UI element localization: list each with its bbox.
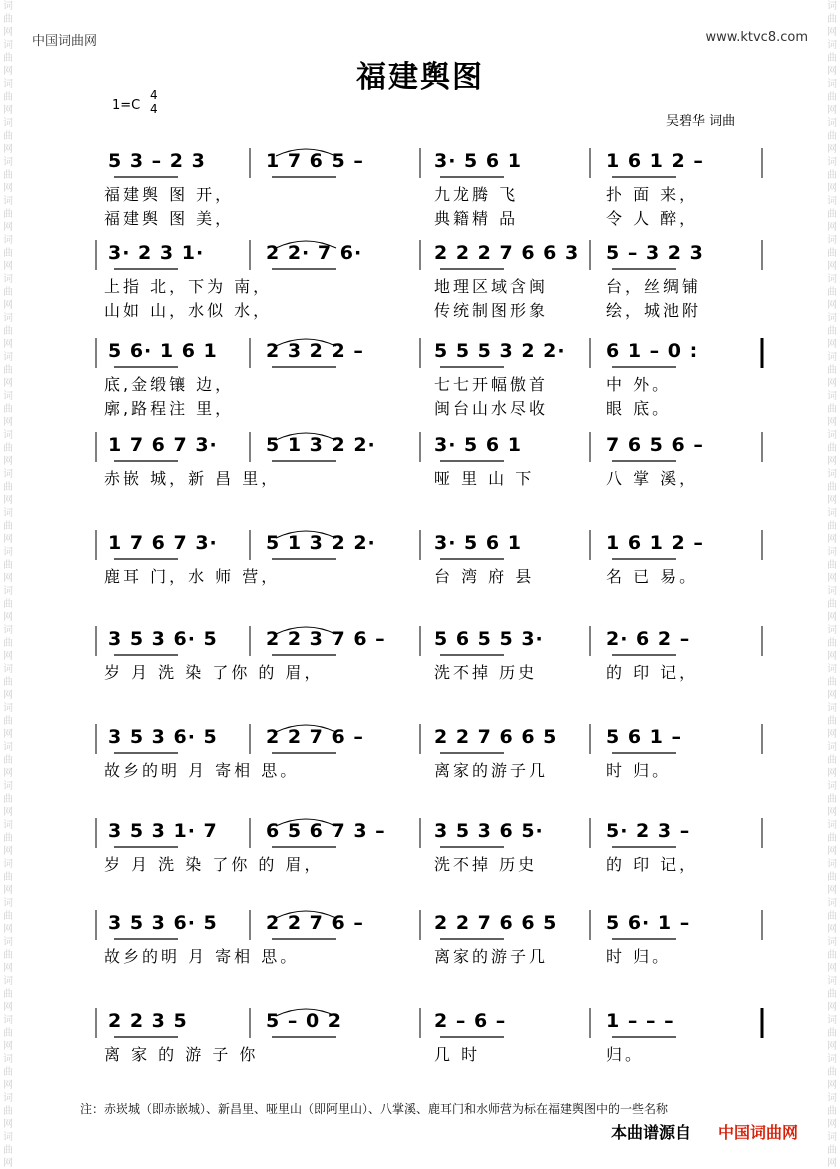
lyric-line [0, 1042, 840, 1064]
lyric-line [0, 206, 840, 228]
lyric-segment: 绘，城池附 [606, 301, 702, 320]
key-signature: 1=C [112, 98, 141, 113]
notation-row [0, 626, 840, 654]
measure-notes: 2 – 6 – [434, 1010, 507, 1032]
notation-row [0, 148, 840, 176]
measure-notes: 3 5 3 6· 5 [108, 628, 218, 650]
notation-row [0, 910, 840, 938]
lyric-segment: 鹿耳 门，水 师 营， [104, 567, 281, 586]
lyric-segment: 福建舆 图 美， [104, 209, 235, 228]
lyric-segment: 廓,路程注 里， [104, 399, 235, 418]
lyric-segment: 离家的游子几 [434, 947, 549, 966]
lyric-segment: 故乡的明 月 寄相 思。 [104, 761, 300, 780]
site-url-header: www.ktvc8.com [705, 30, 808, 45]
score-system [0, 910, 840, 1010]
side-watermark-right: 词曲网词曲网词曲网词曲网词曲网词曲网词曲网词曲网词曲网词曲网词曲网词曲网词曲网词曲网词曲网词曲网词曲网词曲网词曲网词曲网词曲网词曲网词曲网词曲网词曲网词曲网词曲网词曲网词曲网词曲网 [827, 1, 837, 1169]
lyric-segment: 离家的游子几 [434, 761, 549, 780]
lyric-segment: 岁 月 洗 染 了你 的 眉， [104, 663, 324, 682]
lyric-segment: 福建舆 图 开， [104, 185, 235, 204]
score-system [0, 818, 840, 918]
notation-row [0, 432, 840, 460]
measure-notes: 1 – – – [606, 1010, 675, 1032]
lyric-segment: 山如 山，水似 水， [104, 301, 273, 320]
footnote: 注：赤崁城（即赤嵌城）、新昌里、哑里山（即阿里山）、八掌溪、鹿耳门和水师营为标在福建舆图中的一些名称 [80, 1102, 669, 1116]
measure-notes: 3 5 3 6 5· [434, 820, 544, 842]
lyric-segment: 时 归。 [606, 761, 672, 780]
site-name-header: 中国词曲网 [32, 34, 98, 49]
lyric-segment: 故乡的明 月 寄相 思。 [104, 947, 300, 966]
measure-notes: 7 6 5 6 – [606, 434, 704, 456]
measure-notes: 2· 6 2 – [606, 628, 691, 650]
lyric-segment: 哑 里 山 下 [434, 469, 535, 488]
score-system [0, 1008, 840, 1108]
side-watermark-left: 词曲网词曲网词曲网词曲网词曲网词曲网词曲网词曲网词曲网词曲网词曲网词曲网词曲网词曲网词曲网词曲网词曲网词曲网词曲网词曲网词曲网词曲网词曲网词曲网词曲网词曲网词曲网词曲网词曲网词曲网 [3, 1, 13, 1169]
lyric-segment: 的 印 记， [606, 855, 699, 874]
lyric-line [0, 182, 840, 204]
measure-notes: 1 7 6 5 – [266, 150, 364, 172]
notation-row [0, 530, 840, 558]
lyric-line [0, 298, 840, 320]
lyric-line [0, 396, 840, 418]
measure-notes: 5 6 1 – [606, 726, 683, 748]
lyric-segment: 九龙腾 飞 [434, 185, 519, 204]
measure-notes: 5 3 – 2 3 [108, 150, 206, 172]
lyric-line [0, 466, 840, 488]
score-system [0, 530, 840, 630]
measure-notes: 2 2 3 7 6 – [266, 628, 386, 650]
measure-notes: 1 7 6 7 3· [108, 434, 218, 456]
measure-notes: 6 1 – 0 : [606, 340, 699, 362]
measure-notes: 6 5 6 7 3 – [266, 820, 386, 842]
lyric-line [0, 372, 840, 394]
measure-notes: 5 – 3 2 3 [606, 242, 704, 264]
lyric-line [0, 852, 840, 874]
measure-notes: 1 6 1 2 – [606, 150, 704, 172]
lyric-segment: 离 家 的 游 子 你 [104, 1045, 259, 1064]
lyric-line [0, 564, 840, 586]
measure-notes: 3 5 3 6· 5 [108, 912, 218, 934]
notation-row [0, 1008, 840, 1036]
measure-notes: 2 2· 7 6· [266, 242, 363, 264]
measure-notes: 2 2 7 6 6 5 [434, 726, 558, 748]
song-title: 福建舆图 [356, 60, 484, 95]
lyric-segment: 时 归。 [606, 947, 672, 966]
lyric-segment: 地理区域含闽 [434, 277, 549, 296]
measure-notes: 5 6· 1 – [606, 912, 691, 934]
measure-notes: 2 2 7 6 – [266, 912, 364, 934]
lyric-segment: 底,金缎镶 边， [104, 375, 235, 394]
measure-notes: 3 5 3 1· 7 [108, 820, 218, 842]
lyric-line [0, 758, 840, 780]
lyric-segment: 洗不掉 历史 [434, 663, 538, 682]
measure-notes: 5 – 0 2 [266, 1010, 343, 1032]
lyric-segment: 几 时 [434, 1045, 481, 1064]
measure-notes: 3 5 3 6· 5 [108, 726, 218, 748]
measure-notes: 1 6 1 2 – [606, 532, 704, 554]
notation-row [0, 338, 840, 366]
notation-row [0, 240, 840, 268]
lyric-segment: 扑 面 来， [606, 185, 699, 204]
score-system [0, 338, 840, 438]
lyric-line [0, 660, 840, 682]
score-system [0, 626, 840, 726]
lyric-segment: 名 已 易。 [606, 567, 699, 586]
time-signature [150, 88, 158, 116]
measure-notes: 5· 2 3 – [606, 820, 691, 842]
lyric-segment: 中 外。 [606, 375, 672, 394]
lyric-segment: 的 印 记， [606, 663, 699, 682]
measure-notes: 5 6· 1 6 1 [108, 340, 218, 362]
lyric-segment: 传统制图形象 [434, 301, 549, 320]
lyric-segment: 赤嵌 城，新 昌 里， [104, 469, 281, 488]
lyric-segment: 归。 [606, 1045, 645, 1064]
lyric-segment: 眼 底。 [606, 399, 672, 418]
score-system [0, 724, 840, 824]
notation-row [0, 724, 840, 752]
lyric-segment: 闽台山水尽收 [434, 399, 549, 418]
measure-notes: 2 2 3 5 [108, 1010, 188, 1032]
measure-notes: 3· 5 6 1 [434, 434, 522, 456]
lyric-segment: 洗不掉 历史 [434, 855, 538, 874]
lyric-line [0, 944, 840, 966]
source-label: 本曲谱源自 [611, 1123, 692, 1142]
lyric-segment: 八 掌 溪， [606, 469, 699, 488]
lyric-segment: 台 湾 府 县 [434, 567, 535, 586]
score-system [0, 148, 840, 248]
measure-notes: 5 5 5 3 2 2· [434, 340, 566, 362]
measure-notes: 1 7 6 7 3· [108, 532, 218, 554]
time-signature-bottom: 4 [150, 102, 158, 116]
measure-notes: 2 2 7 6 – [266, 726, 364, 748]
time-signature-top: 4 [150, 88, 158, 102]
source-site-link[interactable]: 中国词曲网 [718, 1123, 799, 1142]
measure-notes: 5 1 3 2 2· [266, 434, 376, 456]
song-credits: 吴碧华 词曲 [666, 114, 736, 129]
notation-row [0, 818, 840, 846]
lyric-segment: 岁 月 洗 染 了你 的 眉， [104, 855, 324, 874]
measure-notes: 3· 2 3 1· [108, 242, 205, 264]
measure-notes: 5 1 3 2 2· [266, 532, 376, 554]
measure-notes: 3· 5 6 1 [434, 532, 522, 554]
lyric-segment: 台，丝绸铺 [606, 277, 702, 296]
measure-notes: 2 2 2 7 6 6 3 [434, 242, 580, 264]
lyric-segment: 七七开幅傲首 [434, 375, 549, 394]
lyric-line [0, 274, 840, 296]
score-system [0, 240, 840, 340]
lyric-segment: 令 人 醉， [606, 209, 699, 228]
lyric-segment: 上指 北，下为 南， [104, 277, 273, 296]
measure-notes: 2 2 7 6 6 5 [434, 912, 558, 934]
score-system [0, 432, 840, 532]
measure-notes: 3· 5 6 1 [434, 150, 522, 172]
lyric-segment: 典籍精 品 [434, 209, 519, 228]
measure-notes: 5 6 5 5 3· [434, 628, 544, 650]
measure-notes: 2 3 2 2 – [266, 340, 364, 362]
